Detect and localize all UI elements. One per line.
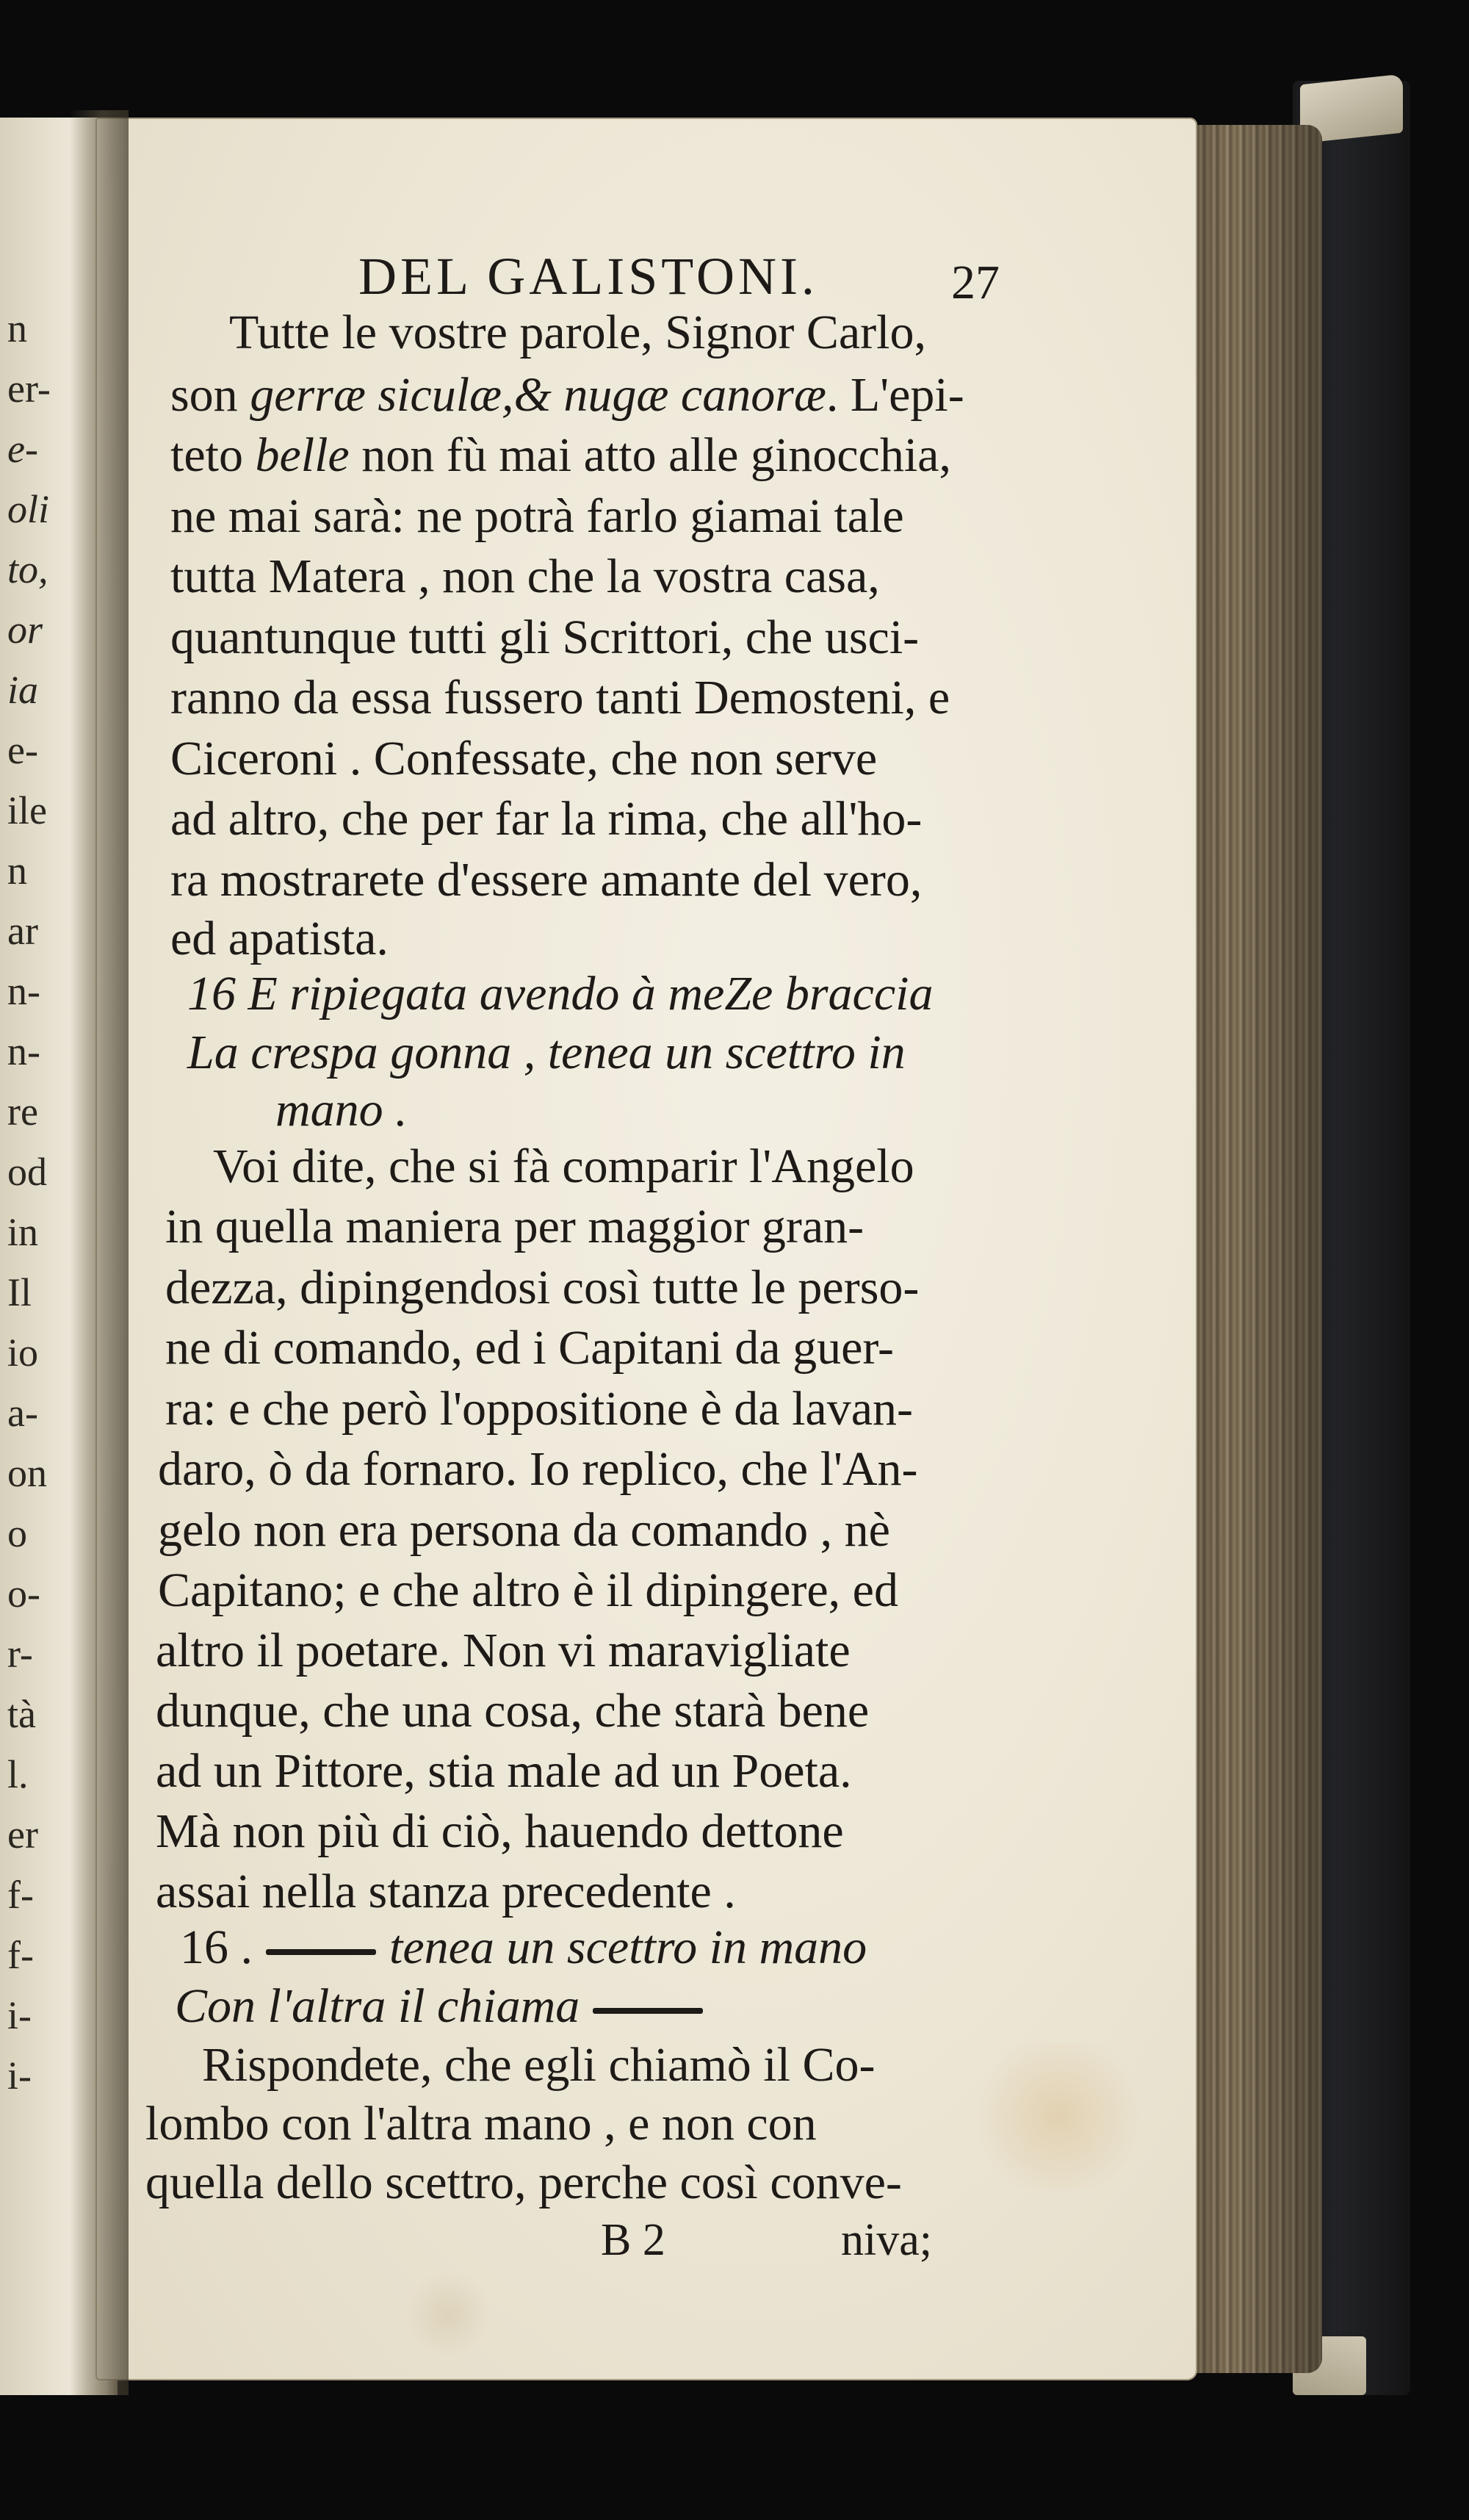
text-line: Voi dite, che si fà comparir l'Angelo	[213, 1140, 914, 1193]
quoted-verse-line: 16 . tenea un scettro in mano	[180, 1920, 867, 1974]
left-page-fragment: a-	[7, 1391, 38, 1435]
text-line: assai nella stanza precedente .	[156, 1865, 736, 1918]
page-number: 27	[951, 256, 1000, 309]
left-page-fragment: or	[7, 608, 43, 652]
text-line: ra mostrarete d'essere amante del vero,	[170, 853, 923, 907]
left-page-fragment: n	[7, 849, 27, 893]
running-title: DEL GALISTONI.	[358, 247, 818, 306]
left-page-fragment: i-	[7, 2053, 32, 2098]
left-page-fragment: ia	[7, 668, 39, 712]
left-page-fragment: in	[7, 1210, 39, 1254]
left-page-fragment: ile	[7, 788, 47, 832]
left-page-fragment: tà	[7, 1692, 36, 1736]
left-page-fragment: e-	[7, 427, 38, 471]
quoted-verse-line: La crespa gonna , tenea un scettro in	[187, 1026, 906, 1079]
text-line: altro il poetare. Non vi maravigliate	[156, 1624, 851, 1677]
text-line: Capitano; e che altro è il dipingere, ed	[158, 1563, 898, 1617]
text-line: ne mai sarà: ne potrà farlo giamai tale	[170, 489, 904, 543]
left-page-fragment: re	[7, 1090, 38, 1134]
text-line: ranno da essa fussero tanti Demosteni, e	[170, 671, 950, 724]
left-page-fragment: o	[7, 1511, 27, 1555]
em-dash-rule	[266, 1949, 376, 1955]
left-page-fragment: ar	[7, 909, 38, 953]
left-page-fragment: o-	[7, 1572, 40, 1616]
left-page-fragment: e-	[7, 728, 38, 772]
left-page-fragment: n-	[7, 969, 40, 1013]
text-line: quella dello scettro, perche così conve-	[145, 2156, 902, 2209]
text-line: Mà non più di ciò, hauendo dettone	[156, 1804, 844, 1858]
text-line: dezza, dipingendosi così tutte le perso-	[165, 1261, 920, 1314]
quoted-verse-line: mano .	[275, 1083, 408, 1137]
text-line: ad un Pittore, stia male ad un Poeta.	[156, 1744, 852, 1798]
left-page-fragment: l.	[7, 1752, 29, 1796]
left-page-fragment: i-	[7, 1993, 32, 2037]
left-page-fragment: n-	[7, 1029, 40, 1073]
text-line: Rispondete, che egli chiamò il Co-	[202, 2038, 876, 2092]
text-line: tutta Matera , non che la vostra casa,	[170, 550, 880, 603]
quoted-verse-line: Con l'altra il chiama	[175, 1982, 716, 2031]
left-page-fragment: oli	[7, 487, 50, 531]
text-line: lombo con l'altra mano , e non con	[145, 2097, 817, 2150]
text-line: gelo non era persona da comando , nè	[158, 1503, 890, 1557]
text-line: son gerræ siculæ,& nugæ canoræ. L'epi-	[170, 368, 964, 422]
text-line: ed apatista.	[170, 912, 389, 965]
left-page-fragment: to,	[7, 547, 48, 591]
left-page-fragment: on	[7, 1451, 47, 1495]
quoted-verse-line: 16 E ripiegata avendo à meZe braccia	[187, 967, 934, 1020]
signature-mark: B 2	[601, 2215, 665, 2265]
left-page-fragment: n	[7, 306, 27, 350]
left-page-fragment: er-	[7, 367, 51, 411]
left-page-fragment: od	[7, 1150, 47, 1194]
text-line: dunque, che una cosa, che starà bene	[156, 1684, 870, 1738]
text-line: in quella maniera per maggior gran-	[165, 1200, 865, 1253]
text-line: Tutte le vostre parole, Signor Carlo,	[229, 306, 926, 359]
em-dash-rule	[593, 2008, 703, 2014]
left-page-fragment: Il	[7, 1270, 32, 1314]
catchword: niva;	[841, 2215, 932, 2265]
left-page-fragment: io	[7, 1331, 39, 1375]
left-page-fragment: f-	[7, 1873, 34, 1917]
text-line: ad altro, che per far la rima, che all'ho-	[170, 792, 923, 846]
left-page-fragment: er	[7, 1812, 38, 1857]
text-line: ra: e che però l'oppositione è da lavan-	[165, 1382, 913, 1436]
text-line: quantunque tutti gli Scrittori, che usci-	[170, 611, 920, 664]
text-line: daro, ò da fornaro. Io replico, che l'An-	[158, 1442, 918, 1496]
text-line: Ciceroni . Confessate, che non serve	[170, 732, 878, 785]
text-line: ne di comando, ed i Capitani da guer-	[165, 1321, 895, 1375]
left-page-fragment: f-	[7, 1933, 34, 1977]
text-line: teto belle non fù mai atto alle ginocchia,	[170, 428, 951, 482]
left-page-fragment: r-	[7, 1632, 33, 1676]
